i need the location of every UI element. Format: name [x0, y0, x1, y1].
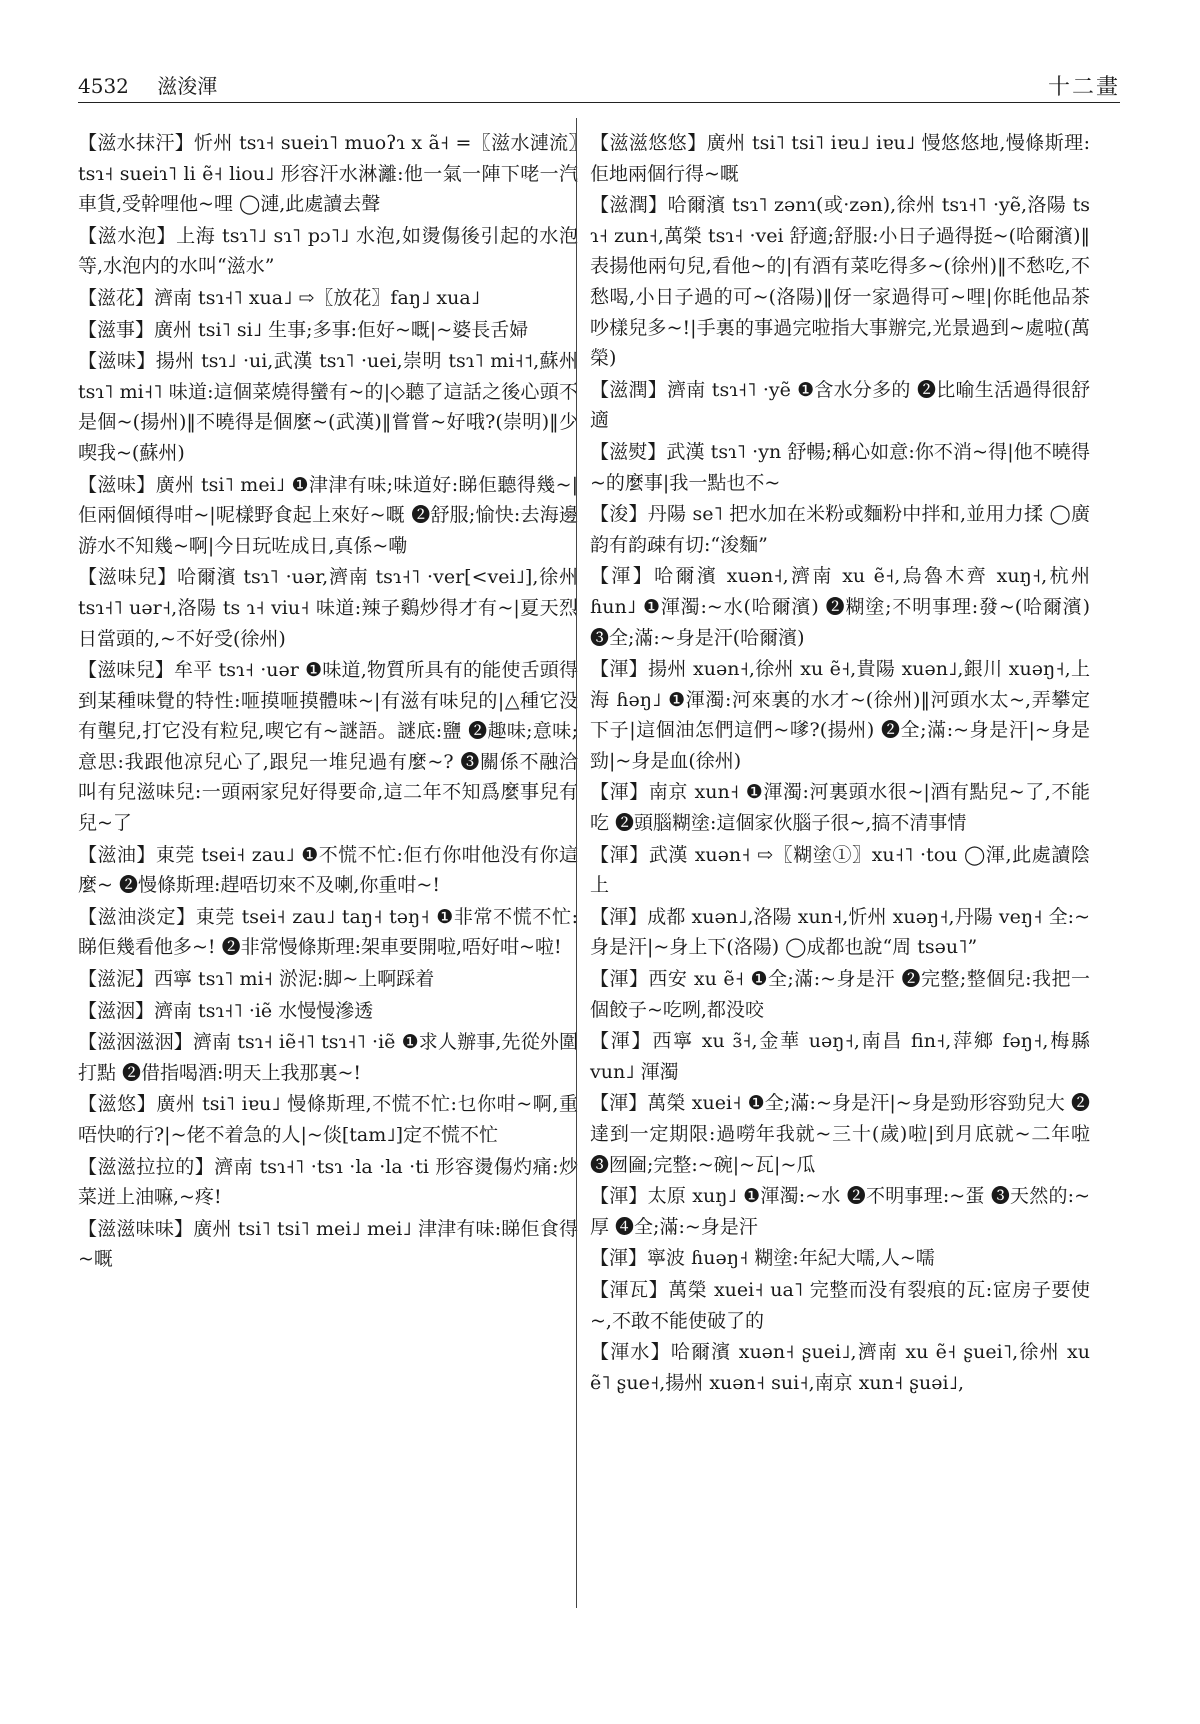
entry-definition: 哈爾濱 tsɿ˥ ·uər,濟南 tsɿ˧˥ ·ver[<vei˩],徐州 tsɿ˧˥ uər˧,洛陽 ts ɿ˧ viu˧ 味道:辣子鷄炒得才有~|夏天烈日當頭的,~不好受(徐州)	[78, 566, 578, 650]
entry-headword: 【渾】	[590, 658, 648, 681]
dictionary-entry	[590, 654, 1090, 776]
entry-headword: 【渾】	[590, 905, 648, 928]
entry-headword: 【滋泥】	[78, 968, 155, 991]
entry-definition: 西寧 xu ɜ̃˧,金華 uəŋ˧,南昌 fin˧,萍鄉 fəŋ˧,梅縣 vun˩ 渾濁	[590, 1030, 1090, 1083]
entry-definition: 成都 xuən˩,洛陽 xun˧,忻州 xuəŋ˧,丹陽 veŋ˧ 全:~身是汗|~身上下(洛陽) ◯成都也說“周 tsəu˥”	[590, 905, 1090, 959]
entry-definition: 牟平 tsɿ˧ ·uər ❶味道,物質所具有的能使舌頭得到某種味覺的特性:咂摸咂摸體味~|有滋有味兒的|△種它没有壟兒,打它没有粒兒,喫它有~謎語。謎底:鹽 ❷趣味;意味;意思:我跟他凉兒心了,跟兒一堆兒過有麼~? ❸關係不融洽叫有兒滋味兒:一頭兩家兒好得要命,這二年不知爲麼事兒有兒~了	[78, 659, 578, 835]
entry-definition: 上海 tsɿ˥˩ sɿ˥ pɔ˥˩ 水泡,如燙傷後引起的水泡等,水泡内的水叫“滋水”	[78, 224, 578, 278]
entry-definition: 濟南 tsɿ˧˥ xua˩ ⇨〖放花〗faŋ˩ xua˩	[154, 286, 481, 309]
entry-definition: 南京 xun˧ ❶渾濁:河裏頭水很~|酒有點兒~了,不能吃 ❷頭腦糊塗:這個家伙腦子很~,搞不清事情	[590, 781, 1090, 835]
entry-definition: 東莞 tsei˧ zau˩ ❶不慌不忙:佢冇你咁他没有你這麼~ ❷慢條斯理:趕唔切來不及喇,你重咁~!	[78, 843, 578, 897]
entry-definition: 廣州 tsi˥ mei˩ ❶津津有味;味道好:睇佢聽得幾~|佢兩個傾得咁~|呢樣野食起上來好~嘅 ❷舒服;愉快:去海邊游水不知幾~啊|今日玩咗成日,真係~嘞	[78, 473, 578, 557]
dictionary-entry	[78, 128, 578, 220]
entry-headword: 【渾水】	[590, 1341, 671, 1364]
entry-headword: 【滋味】	[78, 350, 156, 373]
dictionary-entry	[590, 964, 1090, 1025]
entry-headword: 【滋水泡】	[78, 224, 177, 247]
dictionary-entry	[590, 902, 1090, 963]
entry-definition: 哈爾濱 xuən˧ ʂuei˩,濟南 xu ẽ˧ ʂuei˥,徐州 xu ẽ˥ ʂue˧,揚州 xuən˧ sui˧,南京 xun˧ ʂuəi˩,	[590, 1341, 1090, 1394]
dictionary-entry	[590, 561, 1090, 653]
entry-headword: 【滋花】	[78, 286, 155, 309]
entry-definition: 寧波 ɦuəŋ˧ 糊塗:年紀大嚅,人~嚅	[647, 1247, 935, 1270]
column-divider	[576, 118, 577, 1608]
entry-headword: 【滋油】	[78, 843, 156, 866]
entry-definition: 萬榮 xuei˧ ua˥ 完整而没有裂痕的瓦:宧房子要使~,不敢不能使破了的	[590, 1278, 1090, 1332]
dictionary-entry	[590, 1275, 1090, 1336]
entry-definition: 揚州 xuən˧,徐州 xu ẽ˧,貴陽 xuən˩,銀川 xuəŋ˧,上海 ɦəŋ˩ ❶渾濁:河來裏的水才~(徐州)‖河頭水太~,弄攀定下子|這個油怎們這們~嗲?(揚州) ❷全;滿:~身是汗|~身是勁|~身是血(徐州)	[590, 658, 1090, 772]
entry-headword: 【渾】	[590, 843, 649, 866]
section-title: 十二畫	[1047, 75, 1120, 100]
right-column	[590, 128, 1090, 1399]
entry-headword: 【滋滋悠悠】	[590, 132, 707, 154]
entry-definition: 廣州 tsi˥ iɐu˩ 慢條斯理,不慌不忙:乜你咁~啊,重唔快啲行?|~佬不着急的人|~倓[tam˩]定不慌不忙	[78, 1093, 578, 1146]
dictionary-entry	[590, 1181, 1090, 1242]
entry-definition: 武漢 xuən˧ ⇨〖糊塗①〗xu˧˥ ·tou ◯渾,此處讀陰上	[590, 843, 1090, 897]
dictionary-entry	[590, 128, 1090, 189]
dictionary-entry	[78, 655, 578, 839]
entry-headword: 【滋洇】	[78, 999, 155, 1022]
dictionary-entry	[78, 221, 578, 282]
entry-headword: 【滋水抹汗】	[78, 132, 195, 154]
entry-headword: 【滋味兒】	[78, 566, 178, 589]
entry-headword: 【渾】	[590, 565, 655, 588]
entry-headword: 【渾】	[590, 1247, 648, 1270]
dictionary-entry	[590, 499, 1090, 560]
entry-definition: 揚州 tsɿ˩ ·ui,武漢 tsɿ˥ ·uei,崇明 tsɿ˥ mi˧˦,蘇州 tsɿ˥ mi˧˥ 味道:這個菜燒得蠻有~的|◇聽了這話之後心頭不是個~(揚州)‖不曉得是個麼~(武漢)‖嘗嘗~好哦?(崇明)‖少喫我~(蘇州)	[78, 350, 578, 464]
header-headwords: 滋浚渾	[157, 74, 218, 98]
dictionary-entry	[78, 315, 578, 346]
entry-headword: 【浚】	[590, 503, 648, 526]
entry-definition: 濟南 tsɿ˧˥ ·yẽ ❶含水分多的 ❷比喻生活過得很舒適	[590, 378, 1090, 432]
entry-headword: 【滋油淡定】	[78, 905, 196, 928]
dictionary-entry	[590, 840, 1090, 901]
dictionary-entry	[590, 777, 1090, 838]
dictionary-entry	[590, 437, 1090, 498]
page-number: 4532	[78, 74, 129, 98]
dictionary-entry	[78, 562, 578, 654]
entry-definition: 東莞 tsei˧ zau˩ taŋ˧ təŋ˧ ❶非常不慌不忙:睇佢幾看他多~! ❷非常慢條斯理:架車要開啦,唔好咁~啦!	[78, 905, 578, 959]
entry-definition: 西寧 tsɿ˥ mi˧ 淤泥:脚~上啊踩着	[154, 968, 435, 991]
entry-headword: 【滋味】	[78, 473, 156, 496]
dictionary-entry	[78, 1152, 578, 1213]
left-column	[78, 128, 578, 1276]
dictionary-entry	[590, 1243, 1090, 1274]
dictionary-entry	[590, 1337, 1090, 1398]
entry-definition: 廣州 tsi˥ tsi˥ iɐu˩ iɐu˩ 慢悠悠地,慢條斯理:佢地兩個行得~嘅	[590, 132, 1090, 185]
dictionary-entry	[590, 1026, 1090, 1087]
entry-definition: 西安 xu ẽ˧ ❶全;滿:~身是汗 ❷完整;整個兒:我把一個餃子~吃咧,都没咬	[590, 968, 1090, 1021]
entry-definition: 丹陽 se˥ 把水加在米粉或麵粉中拌和,並用力揉 ◯廣韵有韵疎有切:“浚麵”	[590, 503, 1090, 556]
header-rule	[78, 102, 1120, 103]
entry-definition: 廣州 tsi˥ tsi˥ mei˩ mei˩ 津津有味:睇佢食得~嘅	[78, 1217, 578, 1271]
entry-definition: 忻州 tsɿ˧ sueiɿ˥ muoʔɿ x ã˧ =〖滋水漣流〗tsɿ˧ sueiɿ˥ li ẽ˧ liou˩ 形容汗水淋灕:他一氣一陣下咾一汽車貨,受幹哩他~哩 ◯漣,此處讀去聲	[78, 132, 578, 216]
dictionary-entry	[590, 190, 1090, 374]
entry-headword: 【渾瓦】	[590, 1278, 669, 1301]
entry-headword: 【滋洇滋洇】	[78, 1031, 193, 1054]
entry-definition: 萬榮 xuei˧ ❶全;滿:~身是汗|~身是勁形容勁兒大 ❷達到一定期限:過嘮年我就~三十(歲)啦|到月底就~二年啦 ❸囫圇;完整:~碗|~瓦|~瓜	[590, 1092, 1090, 1176]
entry-definition: 濟南 tsɿ˧˥ ·iẽ 水慢慢滲透	[154, 999, 374, 1022]
dictionary-entry	[78, 996, 578, 1027]
entry-definition: 濟南 tsɿ˧ iẽ˧˥ tsɿ˧˥ ·iẽ ❶求人辦事,先從外圍打點 ❷借指喝酒:明天上我那裏~!	[78, 1031, 578, 1084]
dictionary-entry	[78, 283, 578, 314]
dictionary-entry	[78, 902, 578, 963]
page-header	[78, 62, 1120, 102]
entry-definition: 廣州 tsi˥ si˩ 生事;多事:佢好~嘅|~婆長舌婦	[154, 318, 529, 341]
dictionary-entry	[590, 1088, 1090, 1180]
dictionary-entry	[78, 470, 578, 562]
entry-headword: 【渾】	[590, 1185, 648, 1208]
dictionary-entry	[78, 964, 578, 995]
entry-headword: 【渾】	[590, 1092, 648, 1115]
entry-headword: 【滋滋拉拉的】	[78, 1155, 215, 1178]
dictionary-entry	[78, 346, 578, 468]
dictionary-entry	[590, 375, 1090, 436]
entry-headword: 【渾】	[590, 1030, 653, 1053]
entry-headword: 【滋悠】	[78, 1093, 157, 1116]
dictionary-entry	[78, 1027, 578, 1088]
entry-definition: 太原 xuŋ˩ ❶渾濁:~水 ❷不明事理:~蛋 ❸天然的:~厚 ❹全;滿:~身是汗	[590, 1185, 1090, 1238]
entry-definition: 武漢 tsɿ˥ ·yn 舒暢;稱心如意:你不消~得|他不曉得~的麼事|我一點也不~	[590, 440, 1090, 494]
entry-headword: 【滋滋味味】	[78, 1217, 194, 1240]
entry-headword: 【滋潤】	[590, 194, 668, 217]
header-left	[78, 70, 217, 99]
entry-headword: 【渾】	[590, 968, 649, 991]
dictionary-entry	[78, 1214, 578, 1275]
entry-definition: 濟南 tsɿ˧˥ ·tsɿ ·la ·la ·ti 形容燙傷灼痛:炒菜迸上油嘛,~疼!	[78, 1155, 578, 1209]
dictionary-entry	[78, 1089, 578, 1150]
entry-headword: 【渾】	[590, 781, 649, 804]
entry-headword: 【滋事】	[78, 318, 155, 341]
entry-definition: 哈爾濱 tsɿ˥ zənɿ(或·zən),徐州 tsɿ˧˥ ·yẽ,洛陽 ts ɿ˧ zun˧,萬榮 tsɿ˧ ·vei 舒適;舒服:小日子過得挺~(哈爾濱)‖表揚他兩句兒,看他~的|有酒有菜吃得多~(徐州)‖不愁吃,不愁喝,小日子過的可~(洛陽)‖伢一家過得可~哩|你眊他品茶吵樣兒多~!|手裏的事過完啦指大事辦完,光景過到~處啦(萬榮)	[590, 194, 1090, 370]
entry-definition: 哈爾濱 xuən˧,濟南 xu ẽ˧,烏魯木齊 xuŋ˧,杭州 ɦun˩ ❶渾濁:~水(哈爾濱) ❷糊塗;不明事理:發~(哈爾濱) ❸全;滿:~身是汗(哈爾濱)	[590, 565, 1090, 649]
entry-headword: 【滋熨】	[590, 440, 667, 463]
entry-headword: 【滋味兒】	[78, 659, 175, 682]
entry-headword: 【滋潤】	[590, 378, 668, 401]
dictionary-entry	[78, 840, 578, 901]
